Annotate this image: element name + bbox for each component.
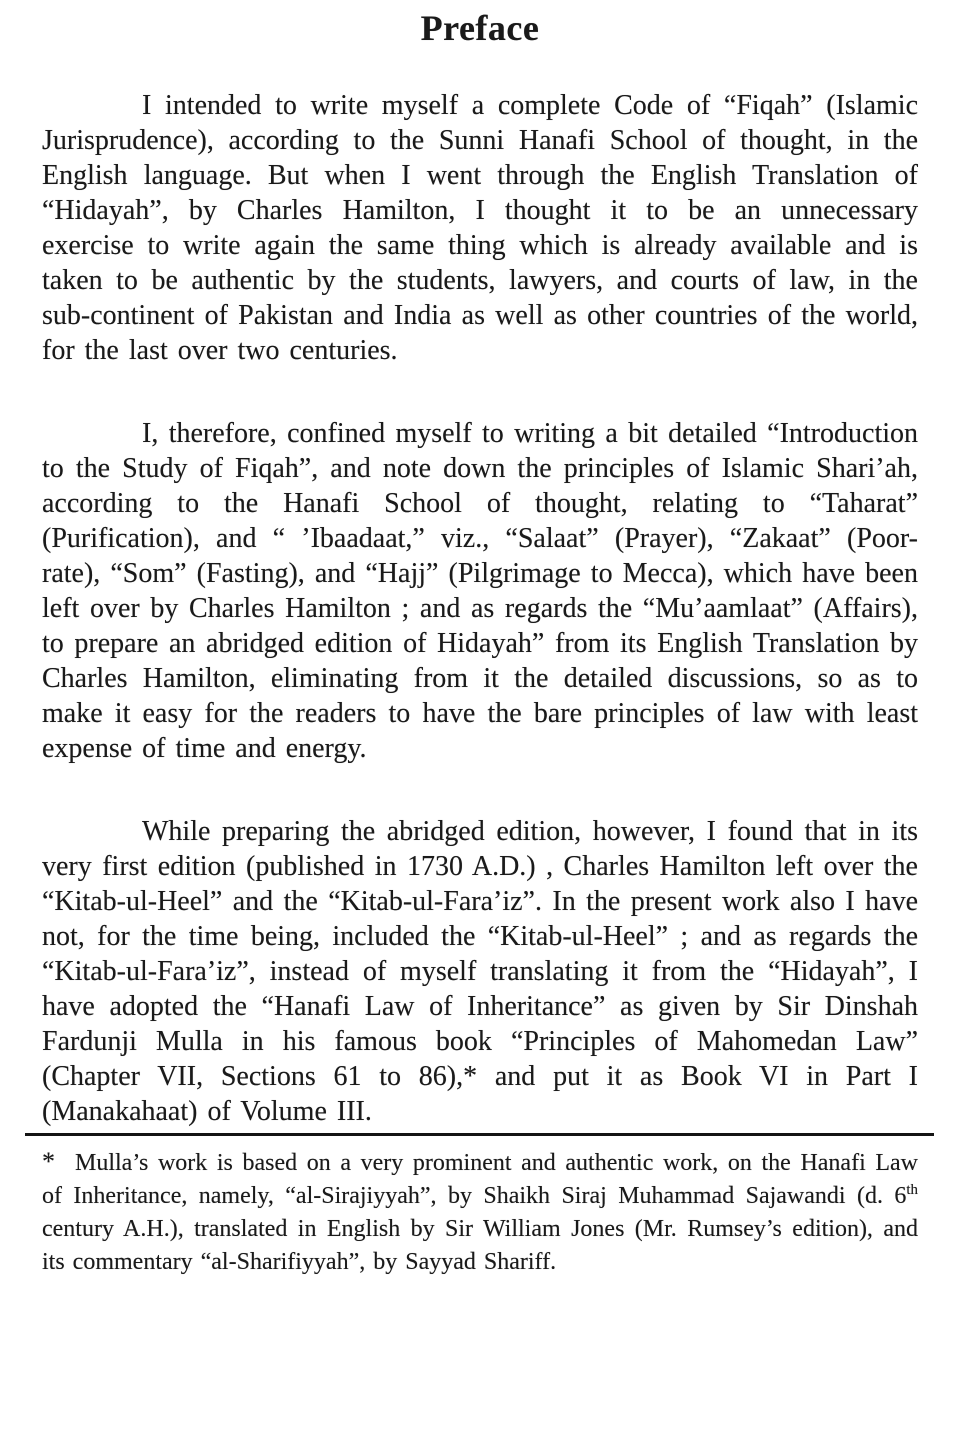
footnote-text-part1: Mulla’s work is based on a very prominent and authentic work, on the Hanafi Law of Inheritance, namely, “al-Sirajiyyah”, by Shaikh Siraj Muhammad Sajawandi (d. 6 — [42, 1150, 918, 1209]
footnote-divider — [25, 1133, 934, 1136]
paragraph-scope: I, therefore, confined myself to writing a bit detailed “Introduction to the Study of Fiqah”, and note down the principles of Islamic Shari’ah, according to the Hanafi School of thought, relating to “Taharat” (Purification), and “ ’Ibaadaat,” viz., “Salaat” (Prayer), “Zakaat” (Poor-rate), “Som” (Fasting), and “Hajj” (Pilgrimage to Mecca), which have been left over by Charles Hamilton ; and as regards the “Mu’aamlaat” (Affairs), to prepare an abridged edition of Hidayah” from its English Translation by Charles Hamilton, eliminating from it the detailed discussions, so as to make it easy for the readers to have the bare principles of law with least expense of time and energy. — [42, 418, 918, 764]
footnote — [42, 1145, 918, 1279]
paragraph-intro: I intended to write myself a complete Code of “Fiqah” (Islamic Jurisprudence), according to the Sunni Hanafi School of thought, in the English language. But when I went through the English Translation of “Hidayah”, by Charles Hamilton, I thought it to be an unnecessary exercise to write again the same thing which is already available and is taken to be authentic by the students, lawyers, and courts of law, in the sub-continent of Pakistan and India as well as other countries of the world, for the last over two centuries. — [42, 90, 918, 366]
page-title: Preface — [420, 8, 540, 48]
paragraph-abridged-edition: While preparing the abridged edition, however, I found that in its very first edition (published in 1730 A.D.) , Charles Hamilton left over the “Kitab-ul-Heel” and the “Kitab-ul-Fara’iz”. In the present work also I have not, for the time being, included the “Kitab-ul-Heel” ; and as regards the “Kitab-ul-Fara’iz”, instead of myself translating it from the “Hidayah”, I have adopted the “Hanafi Law of Inheritance” as given by Sir Dinshah Fardunji Mulla in his famous book “Principles of Mahomedan Law” (Chapter VII, Sections 61 to 86),* and put it as Book VI in Part I (Manakahaat) of Volume III. — [42, 816, 918, 1127]
footnote-ordinal-superscript: th — [906, 1182, 918, 1198]
footnote-asterisk-marker: * — [42, 1147, 55, 1176]
footnote-text-part2: century A.H.), translated in English by Sir William Jones (Mr. Rumsey’s edition), and its commentary “al-Sharifiyyah”, by Sayyad Shariff. — [42, 1216, 918, 1275]
